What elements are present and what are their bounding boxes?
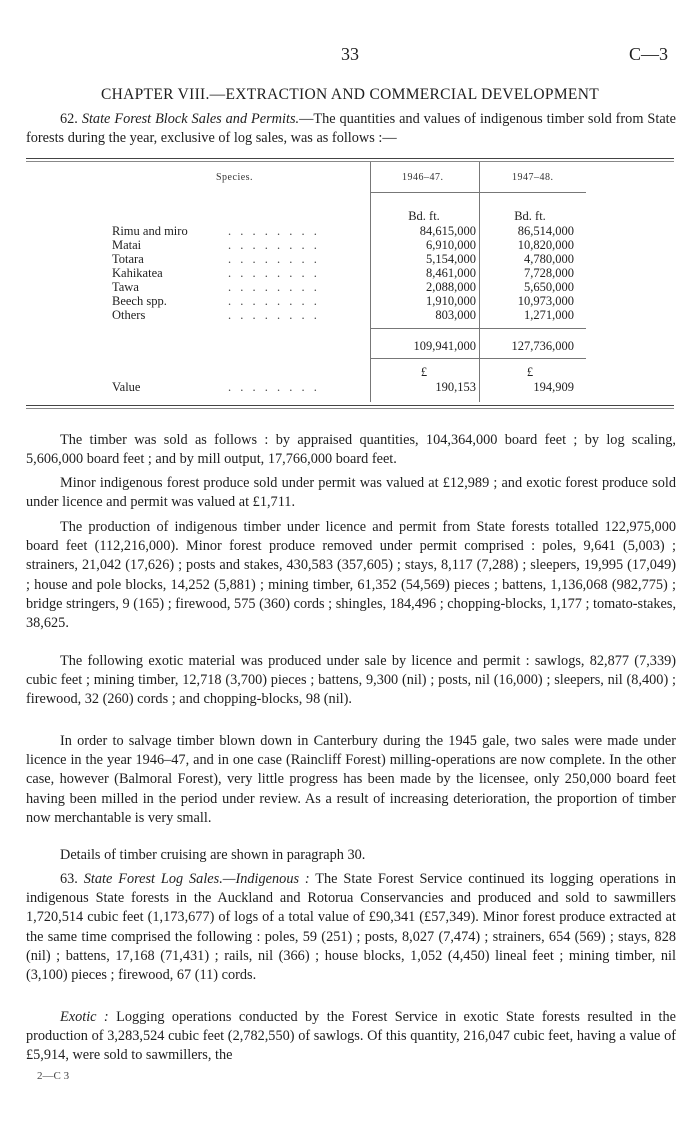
header-1946-47: 1946–47.: [402, 172, 444, 183]
column-divider-2: [479, 162, 480, 402]
species-name: Rimu and miro: [112, 224, 188, 238]
paragraph-text: Minor indigenous forest produce sold under permit was valued at £12,989 ; and exotic forest produce sold under licence and permit was valued at £1,711.: [26, 475, 676, 511]
para-63-heading: State Forest Log Sales.—Indigenous :: [83, 871, 310, 887]
para-63-number: 63.: [60, 871, 78, 887]
value-1946-47: 6,910,000: [426, 238, 476, 252]
paragraph-text: Details of timber cruising are shown in paragraph 30.: [60, 847, 366, 863]
value-1946-47: 2,088,000: [426, 280, 476, 294]
total-1946-47: 109,941,000: [413, 339, 476, 353]
value-1947-48: 5,650,000: [524, 280, 574, 294]
value-total-1946-47: 190,153: [435, 380, 476, 394]
value-1946-47: 5,154,000: [426, 252, 476, 266]
subtotal-rule: [370, 328, 586, 329]
value-total-1947-48: 194,909: [533, 380, 574, 394]
para-63-text: The State Forest Service continued its logging operations in indigenous State forests in the Auckland and Rotorua Conservancies and produced and sold to sawmillers 1,720,514 cubic feet (1,173,677) of logs of a total value of £90,341 (£57,349). Minor forest produce extracted at the same time comprised the following : poles, 59 (251) ; posts, 8,027 (7,474) ; strainers, 654 (569) ; stays, 828 (nil) ; battens, 17,168 (71,431) ; rails, nil (366) ; house blocks, 1,052 (4,450) lineal feet ; mining timber, nil (3,100) pieces ; firewood, 67 (11) cords.: [26, 871, 676, 984]
total-rule: [370, 358, 586, 359]
table-bottom-rule-2: [26, 408, 674, 409]
unit-label-2: Bd. ft.: [514, 209, 546, 223]
signature-mark: 2—C 3: [37, 1070, 70, 1082]
value-1947-48: 86,514,000: [517, 224, 574, 238]
unit-label-1: Bd. ft.: [408, 209, 440, 223]
leader-dots: . . . . . . . .: [228, 252, 320, 266]
page-number: 33: [341, 44, 359, 64]
species-name: Tawa: [112, 280, 139, 294]
value-1947-48: 1,271,000: [524, 308, 574, 322]
paragraph: [26, 846, 676, 865]
value-1947-48: 4,780,000: [524, 252, 574, 266]
para-62-heading: State Forest Block Sales and Permits.: [81, 111, 300, 127]
value-1947-48: 7,728,000: [524, 266, 574, 280]
species-name: Kahikatea: [112, 266, 163, 280]
header-1947-48: 1947–48.: [512, 172, 554, 183]
value-label: Value: [112, 380, 141, 394]
table-top-rule-2: [26, 161, 674, 162]
species-name: Matai: [112, 238, 142, 252]
paragraph-exotic: [26, 1008, 676, 1066]
exotic-text: Logging operations conducted by the Forest Service in exotic State forests resulted in the production of 3,283,524 cubic feet (2,782,550) of sawlogs. Of this quantity, 216,047 cubic feet, having a value of £5,914, were sold to sawmillers, the: [26, 1009, 676, 1064]
paragraph: [26, 431, 676, 469]
chapter-title: CHAPTER VIII.—EXTRACTION AND COMMERCIAL DEVELOPMENT: [101, 86, 599, 103]
paragraph: [26, 474, 676, 512]
leader-dots: . . . . . . . .: [228, 294, 320, 308]
paragraph-text: The production of indigenous timber under licence and permit from State forests totalled 122,975,000 board feet (112,216,000). Minor forest produce removed under permit comprised : poles, 9,641 (5,003) ; strainers, 21,042 (17,626) ; posts and stakes, 430,583 (357,605) ; stays, 8,117 (7,288) ; sleepers, 19,995 (17,049) ; house and pole blocks, 14,252 (5,881) ; mining timber, 61,352 (54,569) pieces ; battens, 1,136,068 (982,775) ; bridge stringers, 9 (165) ; firewood, 575 (360) cords ; shingles, 184,496 ; chopping-blocks, 1,177 ; tomato-stakes, 38,625.: [26, 519, 677, 632]
para-62-text: —The quantities and values of indigenous timber sold from State forests during the year, exclusive of log sales, was as follows :—: [26, 111, 676, 147]
table-bottom-rule: [26, 405, 674, 406]
leader-dots: . . . . . . . .: [228, 280, 320, 294]
leader-dots: . . . . . . . .: [228, 224, 320, 238]
leader-dots: . . . . . . . .: [228, 238, 320, 252]
table-top-rule: [26, 158, 674, 159]
document-code: C—3: [628, 44, 668, 64]
paragraph: [26, 518, 676, 633]
header-underline: [370, 192, 586, 193]
paragraph-text: In order to salvage timber blown down in Canterbury during the 1945 gale, two sales were made under licence in the year 1946–47, and in one case (Raincliff Forest) milling-operations are now complete. In the other case, however (Balmoral Forest), very little progress has been made by the licensee, only 250,000 board feet having been milled in the period under review. As a result of increasing deterioration, the proportion of timber now merchantable is very small.: [26, 733, 676, 826]
header-species: Species.: [216, 172, 254, 183]
para-62-number: 62.: [60, 111, 78, 127]
species-name: Totara: [112, 252, 144, 266]
value-1946-47: 803,000: [435, 308, 476, 322]
species-name: Beech spp.: [112, 294, 167, 308]
value-1946-47: 84,615,000: [419, 224, 476, 238]
exotic-heading: Exotic :: [60, 1009, 109, 1025]
currency-symbol-2: £: [526, 365, 534, 379]
value-1946-47: 1,910,000: [426, 294, 476, 308]
currency-symbol-1: £: [420, 365, 428, 379]
value-1947-48: 10,820,000: [517, 238, 574, 252]
leader-dots: . . . . . . . .: [228, 308, 320, 322]
paragraph-62: [26, 110, 676, 148]
value-1946-47: 8,461,000: [426, 266, 476, 280]
paragraph-63: [26, 870, 676, 985]
paragraph-text: The timber was sold as follows : by appraised quantities, 104,364,000 board feet ; by log scaling, 5,606,000 board feet ; and by mill output, 17,766,000 board feet.: [26, 432, 676, 468]
leader-dots: . . . . . . . .: [228, 266, 320, 280]
column-divider-1: [370, 162, 371, 402]
value-1947-48: 10,973,000: [517, 294, 574, 308]
paragraph: [26, 732, 676, 828]
paragraph-text: The following exotic material was produced under sale by licence and permit : sawlogs, 82,877 (7,339) cubic feet ; mining timber, 12,718 (3,700) pieces ; battens, 9,300 (nil) ; posts, nil (16,000) ; sleepers, nil (8,400) ; firewood, 32 (260) cords ; and chopping-blocks, 98 (nil).: [26, 653, 676, 708]
total-1947-48: 127,736,000: [511, 339, 574, 353]
paragraph: [26, 652, 676, 710]
species-name: Others: [112, 308, 146, 322]
leader-dots: . . . . . . . .: [228, 380, 320, 394]
